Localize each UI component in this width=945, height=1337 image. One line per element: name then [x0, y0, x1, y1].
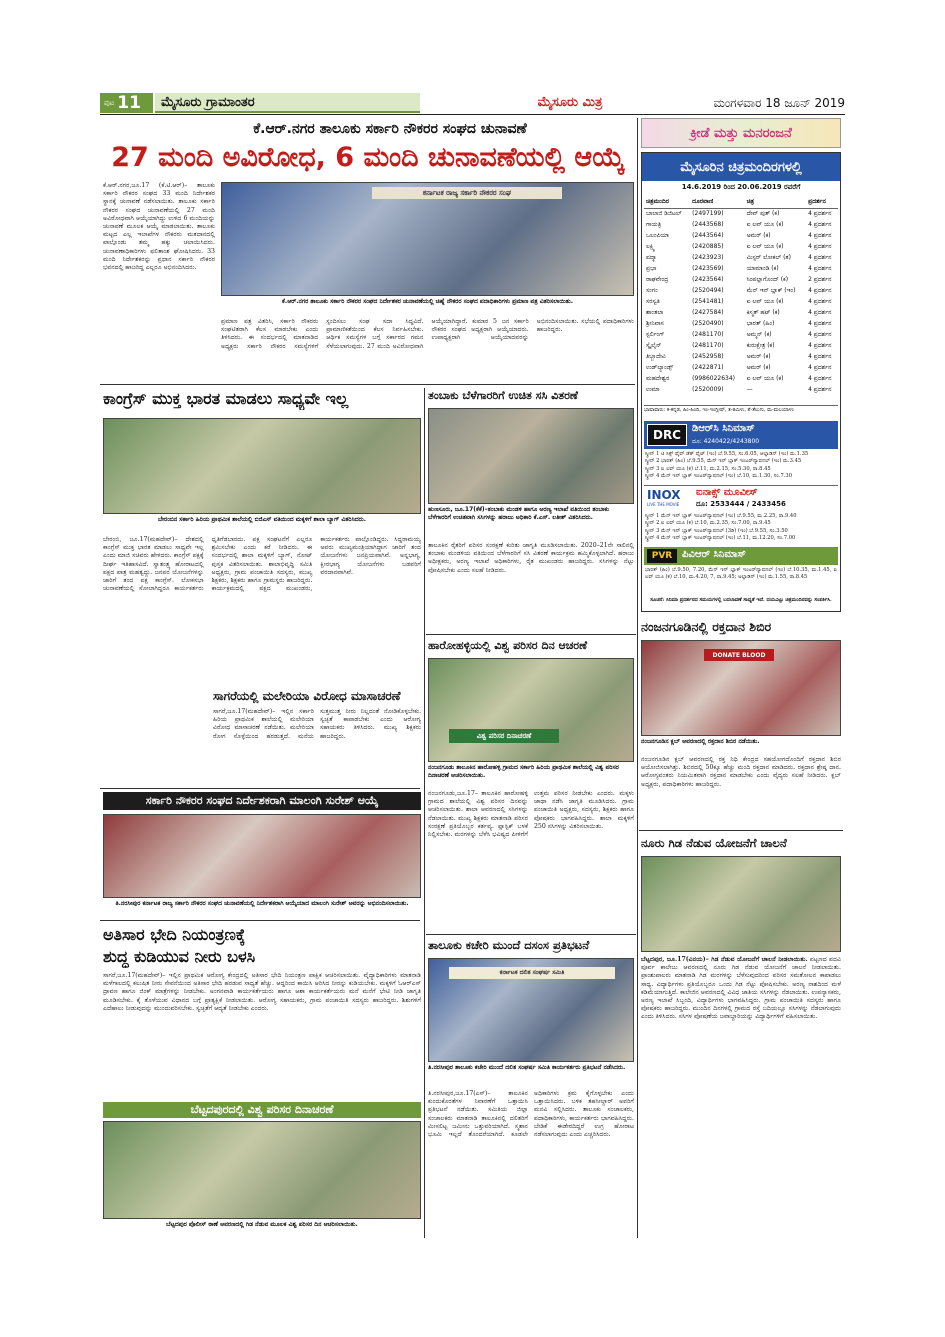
cinema-phone: (2427584) [692, 309, 724, 316]
malaria-body: ಸಾಗರೆ,ಜೂ.17(ಮಹದೇವ್)– ಇಲ್ಲಿನ ಸರ್ಕಾರಿ ಹಿರಿಯ ಪ್ರಾಥಮಿಕ ಶಾಲೆಯಲ್ಲಿ ಮಲೇರಿಯಾ ವಿರೋಧ ಮಾಸಾಚರಣೆ ನಡೆಯಿತು. ಮಲೇರಿಯಾ ರೋಗ ಸೊಳ್ಳೆಯಿಂದ ಹರಡುತ್ತದೆ. ಮನೆಯ ಸುತ್ತಮುತ್ತ ನೀರು ನಿಲ್ಲದಂತೆ ನೋಡಿಕೊಳ್ಳಬೇಕು. ಸ್ವಚ್ಛತೆ ಕಾಪಾಡಬೇಕು ಎಂದು ಆರೋಗ್ಯ ಸಹಾಯಕರು ತಿಳಿಸಿದರು. ಮುಖ್ಯ ಶಿಕ್ಷಕರು ಹಾಜರಿದ್ದರು. [213, 708, 421, 740]
cinema-name: ಶಾಂತಲಾ [646, 308, 664, 316]
cinema-name: ಗಾಯತ್ರಿ [646, 220, 662, 228]
cinema-shows: 4 ಪ್ರದರ್ಶನ [808, 231, 832, 239]
cinema-shows: 4 ಪ್ರದರ್ಶನ [808, 319, 832, 327]
water-headline-2: ಶುದ್ಧ ಕುಡಿಯುವ ನೀರು ಬಳಸಿ [103, 947, 256, 966]
issue-date: ಮಂಗಳವಾರ 18 ಜೂನ್ 2019 [713, 96, 845, 110]
table-row [644, 373, 838, 384]
table-row [644, 351, 838, 362]
cinema-shows: 4 ಪ್ರದರ್ಶನ [808, 374, 832, 382]
table-row [644, 208, 838, 219]
cinema-dates: 14.6.2019 ರಿಂದ 20.06.2019 ರವರೆಗೆ [681, 183, 801, 191]
sapling-caption: ಹುಣಸೂರು, ಜೂ.17(ಕೆಕೆ)–ತಂಬಾಕು ಮಂಡಳಿ ಹಾಗೂ ಅರಣ್ಯ ಇಲಾಖೆ ವತಿಯಿಂದ ತಂಬಾಕು ಬೆಳೆಗಾರರಿಗೆ ಉಚಿತವಾಗಿ ಸಸಿಗಳನ್ನು ಹರಾಜು ಅಧಿಕಾರಿ ಕೆ.ಎಸ್. ಲತೀಶ್ ವಿತರಿಸಿದರು. [428, 506, 610, 521]
cinema-name: ಲಕ್ಷ್ಮಿ [646, 242, 655, 250]
cinema-phone: (2520490) [692, 320, 724, 327]
cinema-film: — [746, 386, 753, 393]
blood-photo-banner: DONATE BLOOD [704, 649, 774, 661]
inox-phone: ದೂ: 2533444 / 2433456 [696, 500, 786, 508]
top-story-photo [221, 182, 634, 296]
pvr-title: ಪಿವಿಆರ್ ಸಿನಿಮಾಸ್ [682, 549, 746, 560]
cinema-table [644, 197, 838, 395]
top-story-dateline: ಕೆ.ಆರ್.ನಗರ,ಜೂ.17 (ಕೆ.ಟಿ.ಆರ್)– ತಾಲೂಕು ಸರ್ಕಾರಿ ನೌಕರರ ಸಂಘದ 33 ಮಂದಿ ನಿರ್ದೇಶಕರ ಸ್ಥಾನಕ್ಕೆ ಚುನಾವಣೆ ನಡೆಸಲಾಯಿತು. [103, 182, 215, 206]
rule [639, 830, 843, 831]
env-body: ನಂಜನಗೂಡು,ಜೂ.17– ತಾಲೂಕಿನ ಹಾರೋಹಳ್ಳಿ ಗ್ರಾಮದ ಶಾಲೆಯಲ್ಲಿ ವಿಶ್ವ ಪರಿಸರ ದಿನವನ್ನು ಆಚರಿಸಲಾಯಿತು. ಶಾಲಾ ಆವರಣದಲ್ಲಿ ಸಸಿಗಳನ್ನು ನೆಡಲಾಯಿತು. ಮುಖ್ಯ ಶಿಕ್ಷಕರು ಮಾತನಾಡಿ ಪರಿಸರ ಸಂರಕ್ಷಣೆ ಪ್ರತಿಯೊಬ್ಬರ ಕರ್ತವ್ಯ. ಪ್ಲಾಸ್ಟಿಕ್ ಬಳಕೆ ನಿಲ್ಲಿಸಬೇಕು. ಮರಗಳನ್ನು ಬೆಳೆಸಿ ಭವಿಷ್ಯದ ಪೀಳಿಗೆಗೆ ಉತ್ತಮ ಪರಿಸರ ನೀಡಬೇಕು ಎಂದರು. ಮಕ್ಕಳು ಜಾಥಾ ನಡೆಸಿ ಜಾಗೃತಿ ಮೂಡಿಸಿದರು. ಗ್ರಾಮ ಪಂಚಾಯಿತಿ ಅಧ್ಯಕ್ಷರು, ಸದಸ್ಯರು, ಶಿಕ್ಷಕರು ಹಾಗೂ ಪೋಷಕರು ಭಾಗವಹಿಸಿದ್ದರು. ಶಾಲಾ ಮಕ್ಕಳಿಗೆ 250 ಸಸಿಗಳನ್ನು ವಿತರಿಸಲಾಯಿತು. [428, 790, 634, 839]
inox-screen: ಸ್ಕ್ರೀನ್ 4 ಮೆನ್ ಇನ್ ಬ್ಲಾಕ್ ಇಂಟರ್‌ನ್ಯಾಷನಲ್ (ಇಂ) ಬೆ.11, ಮ.12.20, ಸಂ.7.00 [645, 535, 796, 542]
cinema-phone: (2541481) [692, 298, 724, 305]
trees-headline: ನೂರು ಗಿಡ ನೆಡುವ ಯೋಜನೆಗೆ ಚಾಲನೆ [641, 836, 787, 850]
cinema-name: ಒಲಂಪಿಯಾ [646, 231, 669, 239]
col-phone: ದೂರವಾಣಿ [692, 198, 714, 206]
table-row [644, 329, 838, 340]
page-number: 11 [117, 93, 141, 113]
cinema-film: ಭಾರತ್ (ಹಿಂ) [746, 319, 775, 327]
protest-caption: ತಿ.ನರಸೀಪುರ ತಾಲೂಕು ಕಚೇರಿ ಮುಂದೆ ದಲಿತ ಸಂಘರ್ಷ ಸಮಿತಿ ಕಾರ್ಯಕರ್ತರು ಪ್ರತಿಭಟನೆ ನಡೆಸಿದರು. [428, 1064, 626, 1071]
cinema-film: ಮೆನ್ ಇನ್ ಬ್ಲಾಕ್ (ಇಂ) [746, 286, 796, 294]
pvr-logo: PVR [647, 549, 677, 563]
cinema-film: ದೇವ್ ಪುತ್ (ಕ) [746, 209, 780, 217]
column-rule [424, 388, 425, 1238]
cinema-name: ತಿಬ್ಬಾದೇವಿ [646, 352, 666, 360]
cinema-film: ಅಮರ್ (ಕ) [746, 363, 771, 371]
malaria-headline: ಸಾಗರೆಯಲ್ಲಿ ಮಲೇರಿಯಾ ವಿರೋಧ ಮಾಸಾಚರಣೆ [213, 689, 401, 703]
paper-name: ಮೈಸೂರು ಮಿತ್ರ [537, 95, 603, 110]
cinema-phone: (2423564) [692, 276, 724, 283]
cinema-phone: (2443564) [692, 232, 724, 239]
cinema-name: ಸರಸ್ವತಿ [646, 297, 660, 305]
cinema-name: ಶ್ರೀನಿವಾಸ [646, 319, 664, 327]
cinema-shows: 4 ಪ್ರದರ್ಶನ [808, 352, 832, 360]
inox-listing [645, 513, 837, 543]
top-story-body: ಪ್ರಮಾಣ ಪತ್ರ ವಿತರಿಸಿ, ಸರ್ಕಾರಿ ನೌಕರರು ಸಂಘಟಿತರಾಗಿ ಕೆಲಸ ಮಾಡಬೇಕು ಎಂದು ತಿಳಿಸಿದರು. ಈ ಸಂದರ್ಭದಲ್ಲಿ ಮಾತನಾಡಿದ ಅಧ್ಯಕ್ಷರು ಸರ್ಕಾರಿ ನೌಕರರ ಸಮಸ್ಯೆಗಳಿಗೆ ಸ್ಪಂದಿಸಲು ಸಂಘ ಸದಾ ಸಿದ್ಧವಿದೆ. ಪ್ರಾಮಾಣಿಕತೆಯಿಂದ ಕೆಲಸ ನಿರ್ವಹಿಸಬೇಕು. ಆರ್ಥಿಕ ಸಮಸ್ಯೆಗಳ ಬಗ್ಗೆ ಸರ್ಕಾರದ ಗಮನ ಸೆಳೆಯಲಾಗುವುದು. 27 ಮಂದಿ ಅವಿರೋಧವಾಗಿ ಆಯ್ಕೆಯಾಗಿದ್ದಾರೆ. ಕುಮಾರ 5 ಜನ ಸರ್ಕಾರಿ ನೌಕರರ ಸಂಘದ ಅಧ್ಯಕ್ಷರಾಗಿ ಆಯ್ಕೆಯಾದರು. ಉಪಾಧ್ಯಕ್ಷರಾಗಿ ಆಯ್ಕೆಯಾದವರನ್ನು ಅಭಿನಂದಿಸಲಾಯಿತು. ಸಭೆಯಲ್ಲಿ ಪದಾಧಿಕಾರಿಗಳು ಹಾಜರಿದ್ದರು. [221, 318, 634, 350]
protest-headline: ತಾಲೂಕು ಕಚೇರಿ ಮುಂದೆ ದಸಂಸ ಪ್ರತಿಭಟನೆ [428, 938, 590, 952]
drc-screen: ಸ್ಕ್ರೀನ್ 2 ಭಾರತ್ (ಹಿಂ) ಬೆ.9.55, ಮೆನ್ ಇನ್ ಬ್ಲಾಕ್ ಇಂಟರ್‌ನ್ಯಾಷನಲ್ (ಇಂ) ಮ.3.45 [645, 458, 802, 465]
table-row [644, 384, 838, 395]
cinema-phone: (2422871) [692, 364, 724, 371]
congress-headline: ಕಾಂಗ್ರೆಸ್ ಮುಕ್ತ ಭಾರತ ಮಾಡಲು ಸಾಧ್ಯವೇ ಇಲ್ಲ [103, 389, 349, 408]
cinema-shows: 4 ಪ್ರದರ್ಶನ [808, 297, 832, 305]
congress-dateline: ಬೇರಂಬಿ, ಜೂ.17(ಮಹದೇವ್)– ದೇಶದಲ್ಲಿ ಕಾಂಗ್ರೆಸ್ ಮುಕ್ತ ಭಾರತ ಮಾಡಲು ಸಾಧ್ಯವೇ ಇಲ್ಲ ಎಂದು ಮಾಜಿ ಸಚಿವರು ಹೇಳಿದರು. [103, 536, 204, 560]
masthead [100, 93, 845, 115]
cinema-film: ಅಮರ್ (ಕ) [746, 231, 771, 239]
cinema-film: ಐ ಲವ್ ಯೂ (ಕ) [746, 220, 784, 228]
table-row [644, 318, 838, 329]
trees-photo [641, 856, 841, 952]
blood-body: ನಂಜನಗೂಡಿನ ಕ್ಲಬ್ ಆವರಣದಲ್ಲಿ ರಕ್ತ ನಿಧಿ ಕೇಂದ್ರದ ಸಹಯೋಗದೊಂದಿಗೆ ರಕ್ತದಾನ ಶಿಬಿರ ಆಯೋಜಿಸಲಾಗಿತ್ತು. ಶಿಬಿರದಲ್ಲಿ 50ಕ್ಕೂ ಹೆಚ್ಚು ಮಂದಿ ರಕ್ತದಾನ ಮಾಡಿದರು. ರಕ್ತದಾನ ಶ್ರೇಷ್ಠ ದಾನ. ಆರೋಗ್ಯವಂತರು ನಿಯಮಿತವಾಗಿ ರಕ್ತದಾನ ಮಾಡಬೇಕು ಎಂದು ವೈದ್ಯರು ಸಲಹೆ ನೀಡಿದರು. ಕ್ಲಬ್ ಅಧ್ಯಕ್ಷರು, ಪದಾಧಿಕಾರಿಗಳು ಹಾಜರಿದ್ದರು. [641, 756, 841, 788]
env-caption: ನಂಜನಗೂಡು ತಾಲೂಕಿನ ಹಾರೋಹಳ್ಳಿ ಗ್ರಾಮದ ಸರ್ಕಾರಿ ಹಿರಿಯ ಪ್ರಾಥಮಿಕ ಶಾಲೆಯಲ್ಲಿ ವಿಶ್ವ ಪರಿಸರ ದಿನಾಚರಣೆ ಆಚರಿಸಲಾಯಿತು. [428, 764, 619, 779]
table-row [644, 241, 838, 252]
cinema-name: ಪದ್ಮಾ [646, 253, 657, 261]
congress-photo [103, 418, 421, 514]
blood-photo [641, 640, 841, 736]
cinema-shows: 4 ಪ್ರದರ್ಶನ [808, 242, 832, 250]
col-shows: ಪ್ರದರ್ಶನ [808, 198, 826, 206]
drc-screen: ಸ್ಕ್ರೀನ್ 1 ಟಿ ಸಿಕ್ಸ್ ಫೈವ್ ಡೆತ್ ಫೈಟ್ (ಇಂ) ಬೆ.9.55, ಸಂ.6.05, ಆಲ್ಲಾಡಿನ್ (ಇಂ) ಮ.1.35 [645, 451, 809, 457]
rule [100, 920, 420, 921]
betta-caption: ಬೆಟ್ಟದಪುರ ಪೊಲೀಸ್ ಠಾಣೆ ಆವರಣದಲ್ಲಿ ಗಿಡ ನೆಡುವ ಮೂಲಕ ವಿಶ್ವ ಪರಿಸರ ದಿನ ಆಚರಿಸಲಾಯಿತು. [166, 1221, 358, 1228]
cinema-film: ಕಿಸ್ಮತ್ ಹಟ್ (ಕ) [746, 308, 780, 316]
trees-body: ಬೆಟ್ಟದಪುರ, ಜೂ.17(ವಿನಯ)– ಗಿಡ ನೆಡುವ ಯೋಜನೆಗೆ ಚಾಲನೆ ನೀಡಲಾಯಿತು. ಪಟ್ಟಣದ ಪದವಿ ಪೂರ್ವ ಕಾಲೇಜು ಆವರಣದಲ್ಲಿ ನೂರು ಗಿಡ ನೆಡುವ ಯೋಜನೆಗೆ ಚಾಲನೆ ನೀಡಲಾಯಿತು. ಪ್ರಾಂಶುಪಾಲರು ಮಾತನಾಡಿ ಗಿಡ ಮರಗಳನ್ನು ಬೆಳೆಸುವುದರಿಂದ ಪರಿಸರ ಸಮತೋಲನ ಕಾಪಾಡಲು ಸಾಧ್ಯ. ವಿದ್ಯಾರ್ಥಿಗಳು ಪ್ರತಿಯೊಬ್ಬರೂ ಒಂದು ಗಿಡ ನೆಟ್ಟು ಪೋಷಿಸಬೇಕು. ಅರಣ್ಯ ನಾಶದಿಂದ ಮಳೆ ಕಡಿಮೆಯಾಗುತ್ತಿದೆ. ಕಾಲೇಜಿನ ಆವರಣದಲ್ಲಿ ವಿವಿಧ ಜಾತಿಯ ಸಸಿಗಳನ್ನು ನೆಡಲಾಯಿತು. ಉಪನ್ಯಾಸಕರು, ಅರಣ್ಯ ಇಲಾಖೆ ಸಿಬ್ಬಂದಿ, ವಿದ್ಯಾರ್ಥಿಗಳು ಭಾಗವಹಿಸಿದ್ದರು. ಗ್ರಾಮ ಪಂಚಾಯಿತಿ ಸದಸ್ಯರು ಹಾಗೂ ಪೋಷಕರು ಹಾಜರಿದ್ದರು. ಮುಂದಿನ ದಿನಗಳಲ್ಲಿ ಗ್ರಾಮದ ರಸ್ತೆ ಬದಿಯಲ್ಲೂ ಸಸಿಗಳನ್ನು ನೆಡಲಾಗುವುದು ಎಂದು ತಿಳಿಸಿದರು. ಸಸಿಗಳ ಪೋಷಣೆಯ ಜವಾಬ್ದಾರಿಯನ್ನು ವಿದ್ಯಾರ್ಥಿಗಳಿಗೆ ವಹಿಸಲಾಯಿತು. [641, 956, 841, 1021]
director-photo [103, 814, 421, 898]
water-headline-1: ಅತಿಸಾರ ಭೇದಿ ನಿಯಂತ್ರಣಕ್ಕೆ [103, 925, 246, 944]
water-body: ಸಾಗರೆ,ಜೂ.17(ಮಹದೇವ್)– ಇಲ್ಲಿನ ಪ್ರಾಥಮಿಕ ಆರೋಗ್ಯ ಕೇಂದ್ರದಲ್ಲಿ ಅತಿಸಾರ ಭೇದಿ ನಿಯಂತ್ರಣ ಪಾಕ್ಷಿಕ ಆಚರಿಸಲಾಯಿತು. ವೈದ್ಯಾಧಿಕಾರಿಗಳು ಮಾತನಾಡಿ ಮಳೆಗಾಲದಲ್ಲಿ ಕಲುಷಿತ ನೀರು ಸೇವನೆಯಿಂದ ಅತಿಸಾರ ಭೇದಿ ಹರಡುವ ಸಾಧ್ಯತೆ ಹೆಚ್ಚು. ಆದ್ದರಿಂದ ಕಾಯಿಸಿ ಆರಿಸಿದ ನೀರನ್ನು ಕುಡಿಯಬೇಕು. ಮಕ್ಕಳಿಗೆ ಓಆರ್‌ಎಸ್ ದ್ರಾವಣ ಹಾಗೂ ಜಿಂಕ್ ಮಾತ್ರೆಗಳನ್ನು ನೀಡಬೇಕು. ಅಂಗನವಾಡಿ ಕಾರ್ಯಕರ್ತೆಯರು ಹಾಗೂ ಆಶಾ ಕಾರ್ಯಕರ್ತೆಯರು ಮನೆ ಮನೆಗೆ ಭೇಟಿ ನೀಡಿ ಜಾಗೃತಿ ಮೂಡಿಸಬೇಕು. ಕೈ ತೊಳೆಯುವ ವಿಧಾನದ ಬಗ್ಗೆ ಪ್ರಾತ್ಯಕ್ಷಿಕೆ ನೀಡಲಾಯಿತು. ಆರೋಗ್ಯ ಸಹಾಯಕರು, ಗ್ರಾಮ ಪಂಚಾಯಿತಿ ಸದಸ್ಯರು ಹಾಜರಿದ್ದರು. ಶಿಶುಗಳಿಗೆ ಎದೆಹಾಲು ನೀಡುವುದನ್ನು ಮುಂದುವರಿಸಬೇಕು. ಸ್ವಚ್ಛತೆಗೆ ಆದ್ಯತೆ ನೀಡಬೇಕು ಎಂದರು. [103, 972, 421, 1012]
section-title: ಮೈಸೂರು ಗ್ರಾಮಾಂತರ [155, 93, 420, 113]
drc-screen: ಸ್ಕ್ರೀನ್ 4 ಮೆನ್ ಇನ್ ಬ್ಲಾಕ್ ಇಂಟರ್‌ನ್ಯಾಷನಲ್ (ಇಂ) ಬೆ.10, ಮ.1.30, ಸಂ.7.30 [645, 473, 793, 480]
cinema-film: ಅಮರ್ (ಕ) [746, 352, 771, 360]
top-story-col-1: ಕೆ.ಆರ್.ನಗರ,ಜೂ.17 (ಕೆ.ಟಿ.ಆರ್)– ತಾಲೂಕು ಸರ್ಕಾರಿ ನೌಕರರ ಸಂಘದ 33 ಮಂದಿ ನಿರ್ದೇಶಕರ ಸ್ಥಾನಕ್ಕೆ ಚುನಾವಣೆ ನಡೆಸಲಾಯಿತು. ತಾಲೂಕು ಸರ್ಕಾರಿ ನೌಕರರ ಸಂಘದ ಚುನಾವಣೆಯಲ್ಲಿ 27 ಮಂದಿ ಅವಿರೋಧವಾಗಿ ಆಯ್ಕೆಯಾಗಿದ್ದು ಉಳಿದ 6 ಮಂದಿಯನ್ನು ಚುನಾವಣೆ ಮೂಲಕ ಆಯ್ಕೆ ಮಾಡಲಾಯಿತು. ತಾಲೂಕು ಮಟ್ಟದ ಎಲ್ಲ ಇಲಾಖೆಗಳ ನೌಕರರು ಮತದಾನದಲ್ಲಿ ಪಾಲ್ಗೊಂಡು ತಮ್ಮ ಹಕ್ಕು ಚಲಾಯಿಸಿದರು. ಚುನಾವಣಾಧಿಕಾರಿಗಳು ಫಲಿತಾಂಶ ಘೋಷಿಸಿದರು. 33 ಮಂದಿ ನಿರ್ದೇಶಕರನ್ನು ಪ್ರಧಾನ ಸರ್ಕಾರಿ ನೌಕರರ ಭವನದಲ್ಲಿ ಹಾಜರಿದ್ದ ಎಲ್ಲರೂ ಅಭಿನಂದಿಸಿದರು. [103, 182, 215, 272]
column-rule [637, 118, 638, 1238]
table-row [644, 263, 838, 274]
inox-screen: ಸ್ಕ್ರೀನ್ 3 ಮೆನ್ ಇನ್ ಬ್ಲಾಕ್ ಇಂಟರ್‌ನ್ಯಾಷನಲ್ (3ಡಿ) (ಇಂ) ಬೆ.9.55, ಸಂ.3.50 [645, 527, 788, 534]
cinema-phone: (2443568) [692, 221, 724, 228]
cinema-table-header [644, 197, 838, 208]
protest-body: ತಿ.ನರಸೀಪುರ,ಜೂ.17(ಎಸ್)– ತಾಲೂಕಿನ ಕುಂದುಕೊರತೆಗಳ ನಿವಾರಣೆಗೆ ಒತ್ತಾಯಿಸಿ ಪ್ರತಿಭಟನೆ ನಡೆಯಿತು. ಸಮಿತಿಯ ಜಿಲ್ಲಾ ಸಂಚಾಲಕರು ಮಾತನಾಡಿ ತಾಲೂಕಿನಲ್ಲಿ ದಲಿತರಿಗೆ ಮೀಸಲಿಟ್ಟ ಜಮೀನು ಒತ್ತುವರಿಯಾಗಿದೆ. ಸ್ಮಶಾನ ಭೂಮಿ ಇಲ್ಲದೆ ತೊಂದರೆಯಾಗಿದೆ. ಕೂಡಲೇ ಅಧಿಕಾರಿಗಳು ಕ್ರಮ ಕೈಗೊಳ್ಳಬೇಕು ಎಂದು ಒತ್ತಾಯಿಸಿದರು. ಬಳಿಕ ತಹಸೀಲ್ದಾರ್ ಅವರಿಗೆ ಮನವಿ ಸಲ್ಲಿಸಿದರು. ತಾಲೂಕು ಸಂಚಾಲಕರು, ಪದಾಧಿಕಾರಿಗಳು, ಕಾರ್ಯಕರ್ತರು ಭಾಗವಹಿಸಿದ್ದರು. ಬೇಡಿಕೆ ಈಡೇರದಿದ್ದರೆ ಉಗ್ರ ಹೋರಾಟ ನಡೆಸಲಾಗುವುದು ಎಂದು ಎಚ್ಚರಿಸಿದರು. [428, 1090, 634, 1139]
table-row [644, 285, 838, 296]
top-story-headline: 27 ಮಂದಿ ಅವಿರೋಧ, 6 ಮಂದಿ ಚುನಾವಣೆಯಲ್ಲಿ ಆಯ್ಕೆ [111, 142, 625, 173]
cinema-name: ಸ್ಟರ್ಲಿಂಗ್ [646, 330, 665, 338]
cinema-shows: 4 ಪ್ರದರ್ಶನ [808, 341, 832, 349]
col-film: ಚಿತ್ರ [746, 198, 755, 206]
congress-body: ಬೇರಂಬಿ, ಜೂ.17(ಮಹದೇವ್)– ದೇಶದಲ್ಲಿ ಕಾಂಗ್ರೆಸ್ ಮುಕ್ತ ಭಾರತ ಮಾಡಲು ಸಾಧ್ಯವೇ ಇಲ್ಲ ಎಂದು ಮಾಜಿ ಸಚಿವರು ಹೇಳಿದರು. ಕಾಂಗ್ರೆಸ್ ಪಕ್ಷಕ್ಕೆ ದೀರ್ಘ ಇತಿಹಾಸವಿದೆ. ಸ್ವಾತಂತ್ರ್ಯ ಹೋರಾಟದಲ್ಲಿ ಪಕ್ಷದ ಪಾತ್ರ ಮಹತ್ವದ್ದು. ಜನಪರ ಯೋಜನೆಗಳನ್ನು ಜಾರಿಗೆ ತಂದ ಪಕ್ಷ ಕಾಂಗ್ರೆಸ್. ಲೋಕಸಭಾ ಚುನಾವಣೆಯಲ್ಲಿ ಸೋಲಾಗಿದ್ದರೂ ಕಾರ್ಯಕರ್ತರು ಧೃತಿಗೆಡಬಾರದು. ಪಕ್ಷ ಸಂಘಟನೆಗೆ ಎಲ್ಲರೂ ಶ್ರಮಿಸಬೇಕು ಎಂದು ಕರೆ ನೀಡಿದರು. ಈ ಸಂದರ್ಭದಲ್ಲಿ ಶಾಲಾ ಮಕ್ಕಳಿಗೆ ಬ್ಯಾಗ್, ನೋಟ್ ಪುಸ್ತಕ ವಿತರಿಸಲಾಯಿತು. ಶಾಲಾಭಿವೃದ್ಧಿ ಸಮಿತಿ ಅಧ್ಯಕ್ಷರು, ಗ್ರಾಮ ಪಂಚಾಯಿತಿ ಸದಸ್ಯರು, ಮುಖ್ಯ ಶಿಕ್ಷಕರು, ಶಿಕ್ಷಕರು ಹಾಗೂ ಗ್ರಾಮಸ್ಥರು ಹಾಜರಿದ್ದರು. ಕಾರ್ಯಕ್ರಮದಲ್ಲಿ ಪಕ್ಷದ ಮುಖಂಡರು, ಕಾರ್ಯಕರ್ತರು ಪಾಲ್ಗೊಂಡಿದ್ದರು. ಸಿದ್ದರಾಮಯ್ಯ ಅವರು ಮುಖ್ಯಮಂತ್ರಿಯಾಗಿದ್ದಾಗ ಜಾರಿಗೆ ತಂದ ಯೋಜನೆಗಳು ಜನಪ್ರಿಯವಾಗಿವೆ. ಅನ್ನಭಾಗ್ಯ, ಕ್ಷೀರಭಾಗ್ಯ ಯೋಜನೆಗಳು ಬಡವರಿಗೆ ವರದಾನವಾಗಿವೆ. [103, 536, 421, 593]
table-row [644, 340, 838, 351]
inox-header [644, 485, 838, 511]
cinema-film: ಮಿಸ್ಟರ್ ಲೋಕಲ್ (ತ) [746, 253, 791, 261]
inox-logo-sub: LIVE THE MOVIE [647, 502, 680, 507]
entertainment-banner: ಕ್ರೀಡೆ ಮತ್ತು ಮನರಂಜನೆ [641, 118, 841, 148]
drc-listing [645, 451, 837, 481]
cinema-phone: (9986022634) [692, 375, 736, 382]
top-story-caption: ಕೆ.ಆರ್.ನಗರ ತಾಲೂಕು ಸರ್ಕಾರಿ ನೌಕರರ ಸಂಘದ ನಿರ್ದೇಶಕರ ಚುನಾವಣೆಯಲ್ಲಿ ಚಿಹ್ನೆ ನೌಕರರ ಸಂಘದ ಪದಾಧಿಕಾರಿಗಳು ಪ್ರಮಾಣ ಪತ್ರ ವಿತರಿಸಲಾಯಿತು. [281, 298, 574, 305]
cinema-title: ಮೈಸೂರಿನ ಚಿತ್ರಮಂದಿರಗಳಲ್ಲಿ [642, 153, 840, 181]
cinema-name: ರಾಘವೇಂದ್ರ [646, 275, 669, 283]
table-row [644, 307, 838, 318]
betta-photo [103, 1121, 421, 1219]
photo-banner: ಕರ್ನಾಟಕ ರಾಜ್ಯ ಸರ್ಕಾರಿ ನೌಕರರ ಸಂಘ [372, 187, 562, 199]
cinema-phone: (2497199) [692, 210, 724, 218]
drc-logo: DRC [647, 424, 687, 446]
protest-dateline: ತಿ.ನರಸೀಪುರ,ಜೂ.17(ಎಸ್)– ತಾಲೂಕಿನ ಕುಂದುಕೊರತೆಗಳ ನಿವಾರಣೆಗೆ ಒತ್ತಾಯಿಸಿ ಪ್ರತಿಭಟನೆ ನಡೆಯಿತು. [428, 1090, 528, 1114]
cinema-shows: 4 ಪ್ರದರ್ಶನ [808, 286, 832, 294]
congress-caption: ಬೇರಂಬಿನ ಸರ್ಕಾರಿ ಹಿರಿಯ ಪ್ರಾಥಮಿಕ ಶಾಲೆಯಲ್ಲಿ ಬಿಜಿಎಸ್ ವತಿಯಿಂದ ಮಕ್ಕಳಿಗೆ ಶಾಲಾ ಬ್ಯಾಗ್ ವಿತರಿಸಿದರು. [157, 516, 367, 523]
drc-title: ಡಿಆರ್‌ಸಿ ಸಿನಿಮಾಸ್ [692, 423, 755, 434]
rule [426, 634, 636, 635]
cinema-name: ಉಮಾ [646, 385, 660, 393]
table-row [644, 274, 838, 285]
rule [100, 788, 420, 789]
malaria-dateline: ಸಾಗರೆ,ಜೂ.17(ಮಹದೇವ್)– ಇಲ್ಲಿನ ಸರ್ಕಾರಿ ಹಿರಿಯ ಪ್ರಾಥಮಿಕ ಶಾಲೆಯಲ್ಲಿ ಮಲೇರಿಯಾ ವಿರೋಧ ಮಾಸಾಚರಣೆ ನಡೆಯಿತು. [213, 708, 314, 732]
cinema-film: ಸಿಂಪಲ್ಲಾಗೊಂದ್ (ಕ) [746, 275, 789, 283]
cinema-box [641, 152, 841, 612]
sapling-body: ತಾಲೂಕಿನ ರೈತರಿಗೆ ಪರಿಸರ ಸಂರಕ್ಷಣೆ ಕುರಿತು ಜಾಗೃತಿ ಮೂಡಿಸಲಾಯಿತು. 2020–21ನೇ ಸಾಲಿನಲ್ಲಿ ತಂಬಾಕು ಮಂಡಳಿಯ ವತಿಯಿಂದ ಬೆಳೆಗಾರರಿಗೆ ಸಸಿ ವಿತರಣೆ ಕಾರ್ಯಕ್ರಮ ಹಮ್ಮಿಕೊಳ್ಳಲಾಗಿದೆ. ಹರಾಜು ಅಧೀಕ್ಷಕರು, ಅರಣ್ಯ ಇಲಾಖೆ ಅಧಿಕಾರಿಗಳು, ರೈತ ಮುಖಂಡರು ಹಾಜರಿದ್ದರು. ಸಸಿಗಳನ್ನು ನೆಟ್ಟು ಪೋಷಿಸಬೇಕು ಎಂದು ಸಲಹೆ ನೀಡಿದರು. [428, 542, 634, 574]
cinema-name: ಮಹದೇಶ್ವರ [646, 374, 670, 382]
drc-header [644, 421, 838, 449]
cinema-shows: 4 ಪ್ರದರ್ಶನ [808, 209, 832, 217]
table-row [644, 219, 838, 230]
director-caption: ತಿ.ನರಸೀಪುರ ಕರ್ನಾಟಕ ರಾಜ್ಯ ಸರ್ಕಾರಿ ನೌಕರರ ಸಂಘದ ಚುನಾವಣೆಯಲ್ಲಿ ನಿರ್ದೇಶಕರಾಗಿ ಆಯ್ಕೆಯಾದ ಮಾಲಂಗಿ ಸುರೇಶ್ ಅವರನ್ನು ಅಭಿನಂದಿಸಲಾಯಿತು. [115, 900, 409, 907]
cinema-legend: ಭಾಷಾವಾರು: ಕ-ಕನ್ನಡ, ಹಿಂ-ಹಿಂದಿ, ಇಂ-ಇಂಗ್ಲೀಷ್, ತ-ತಮಿಳು, ತೆ-ತೆಲುಗು, ಮ-ಮಲಯಾಳಂ [644, 405, 838, 415]
env-photo [428, 658, 634, 762]
table-row [644, 296, 838, 307]
pvr-listing: ಭಾರತ್ (ಹಿಂ) ಬೆ.9.50, 7.20, ಮೆನ್ ಇನ್ ಬ್ಲಾಕ್ ಇಂಟರ್‌ನ್ಯಾಷನಲ್ (ಇಂ) ಬೆ.10.35, ಮ.1.45, ಐ ಲವ್ ಯೂ (ಕ) ಬೆ.10, ಮ.4.20, 7, ರಾ.9.45; ಅಲ್ಲಾಡಿನ್ (ಇಂ) ಮ.1.55, ರಾ.8.45 [645, 567, 837, 580]
betta-headline: ಬೆಟ್ಟದಪುರದಲ್ಲಿ ವಿಶ್ವ ಪರಿಸರ ದಿನಾಚರಣೆ [103, 1102, 421, 1118]
blood-caption: ನಂಜನಗೂಡಿನ ಕ್ಲಬ್ ಆವರಣದಲ್ಲಿ ರಕ್ತದಾನ ಶಿಬಿರ ನಡೆಯಿತು. [641, 738, 760, 745]
cinema-film: ಯಾಮಾಂಡಿ (ಕ) [746, 264, 779, 272]
inox-title: ಐನಾಕ್ಸ್ ಮೂವೀಸ್ [696, 487, 758, 498]
blood-headline: ನಂಜನಗೂಡಿನಲ್ಲಿ ರಕ್ತದಾನ ಶಿಬಿರ [641, 619, 772, 634]
cinema-shows: 4 ಪ್ರದರ್ಶನ [808, 220, 832, 228]
cinema-shows: 4 ಪ್ರದರ್ಶನ [808, 253, 832, 261]
pvr-note: ಸೂಚನೆ: ಸಿನಿಮಾ ಪ್ರದರ್ಶನದ ಸಮಯಗಳಲ್ಲಿ ಬದಲಾವಣೆ ಸಾಧ್ಯತೆ ಇದೆ. ದಯವಿಟ್ಟು ಚಿತ್ರಮಂದಿರವನ್ನು ಸಂಪರ್ಕಿಸಿ. [650, 597, 832, 603]
cinema-film: ಐ ಲವ್ ಯೂ (ಕ) [746, 374, 784, 382]
drc-screen: ಸ್ಕ್ರೀನ್ 3 ಐ ಲವ್ ಯೂ (ಕ) ಬೆ.11, ಮ.2.15, ಸಂ.5.30, ರಾ.8.45 [645, 465, 771, 472]
inox-screen: ಸ್ಕ್ರೀನ್ 1 ಮೆನ್ ಇನ್ ಬ್ಲಾಕ್ ಇಂಟರ್‌ನ್ಯಾಷನಲ್ (ಇಂ) ಬೆ.9.55, ಮ.2.25, ರಾ.9.40 [645, 513, 797, 519]
cinema-film: ಐ ಲವ್ ಯೂ (ಕ) [746, 242, 784, 250]
water-dateline: ಸಾಗರೆ,ಜೂ.17(ಮಹದೇವ್)– ಇಲ್ಲಿನ ಪ್ರಾಥಮಿಕ ಆರೋಗ್ಯ ಕೇಂದ್ರದಲ್ಲಿ ಅತಿಸಾರ ಭೇದಿ ನಿಯಂತ್ರಣ ಪಾಕ್ಷಿಕ ಆಚರಿಸಲಾಯಿತು. [103, 972, 361, 979]
director-headline: ಸರ್ಕಾರಿ ನೌಕರರ ಸಂಘದ ನಿರ್ದೇಶಕರಾಗಿ ಮಾಲಂಗಿ ಸುರೇಶ್ ಆಯ್ಕೆ [103, 792, 421, 810]
table-row [644, 362, 838, 373]
cinema-shows: 4 ಪ್ರದರ್ಶನ [808, 363, 832, 371]
cinema-phone: (2520494) [692, 287, 724, 294]
sapling-headline: ತಂಬಾಕು ಬೆಳೆಗಾರರಿಗೆ ಉಚಿತ ಸಸಿ ವಿತರಣೆ [428, 389, 578, 402]
cinema-phone: (2423923) [692, 254, 724, 261]
cinema-phone: (2481170) [692, 342, 724, 349]
table-row [644, 230, 838, 241]
cinema-shows: 2 ಪ್ರದರ್ಶನ [808, 275, 832, 283]
cinema-name: ಸಂಗಂ [646, 286, 658, 294]
protest-photo [428, 958, 634, 1062]
cinema-name: ಪ್ರಭಾ [646, 264, 657, 272]
cinema-shows: 4 ಪ್ರದರ್ಶನ [808, 308, 832, 316]
rule [100, 384, 635, 385]
protest-photo-banner: ಕರ್ನಾಟಕ ದಲಿತ ಸಂಘರ್ಷ ಸಮಿತಿ [449, 967, 615, 979]
pvr-header [644, 547, 838, 565]
cinema-shows: 4 ಪ್ರದರ್ಶನ [808, 264, 832, 272]
trees-caption: ಬೆಟ್ಟದಪುರ, ಜೂ.17(ವಿನಯ)– ಗಿಡ ನೆಡುವ ಯೋಜನೆಗೆ ಚಾಲನೆ ನೀಡಲಾಯಿತು. [641, 956, 808, 963]
masthead-rule [100, 114, 845, 115]
table-row [644, 252, 838, 263]
cinema-film: ಅಮ್ಮನ್ (ಕ) [746, 330, 772, 338]
page-label: ಪುಟ [104, 98, 115, 107]
cinema-name: ಉಡ್‌ಲ್ಯಾಂಡ್ಸ್ [646, 363, 674, 371]
env-photo-banner: ವಿಶ್ವ ಪರಿಸರ ದಿನಾಚರಣೆ [449, 729, 559, 743]
page-number-tab [100, 93, 153, 113]
cinema-phone: (2520009) [692, 386, 724, 393]
cinema-phone: (2420885) [692, 243, 724, 250]
col-cinema: ಚಿತ್ರಮಂದಿರ [646, 198, 669, 206]
inox-logo-text: INOX [647, 488, 681, 502]
cinema-film: ಐ ಲವ್ ಯೂ (ಕ) [746, 297, 784, 305]
cinema-phone: (2423569) [692, 265, 724, 272]
env-headline: ಹಾರೋಹಳ್ಳಿಯಲ್ಲಿ ವಿಶ್ವ ಪರಿಸರ ದಿನ ಆಚರಣೆ [428, 639, 588, 652]
cinema-film: ಕುರುಕ್ಷೇತ್ರ (ಕ) [746, 341, 775, 349]
inox-logo [647, 489, 691, 509]
cinema-name: ಸ್ಕೈಲೈನ್ [646, 341, 662, 349]
cinema-shows: 4 ಪ್ರದರ್ಶನ [808, 385, 832, 393]
top-story-kicker: ಕೆ.ಆರ್.ನಗರ ತಾಲೂಕು ಸರ್ಕಾರಿ ನೌಕರರ ಸಂಘದ ಚುನಾವಣೆ [253, 121, 527, 137]
rule [426, 934, 636, 935]
cinema-name: ಬಾಲಾಜಿ ಡಿಜಿಟಲ್ [646, 209, 682, 217]
cinema-shows: 4 ಪ್ರದರ್ಶನ [808, 330, 832, 338]
inox-screen: ಸ್ಕ್ರೀನ್ 2 ಐ ಲವ್ ಯೂ (ಕ) ಬೆ.10, ಮ.2.35, ಸಂ.7.00, ರಾ.9.45 [645, 520, 771, 527]
sapling-photo [428, 408, 634, 504]
cinema-phone: (2452958) [692, 353, 724, 360]
drc-phone: ದೂ: 4240422/4243800 [692, 438, 760, 445]
cinema-phone: (2481170) [692, 331, 724, 338]
